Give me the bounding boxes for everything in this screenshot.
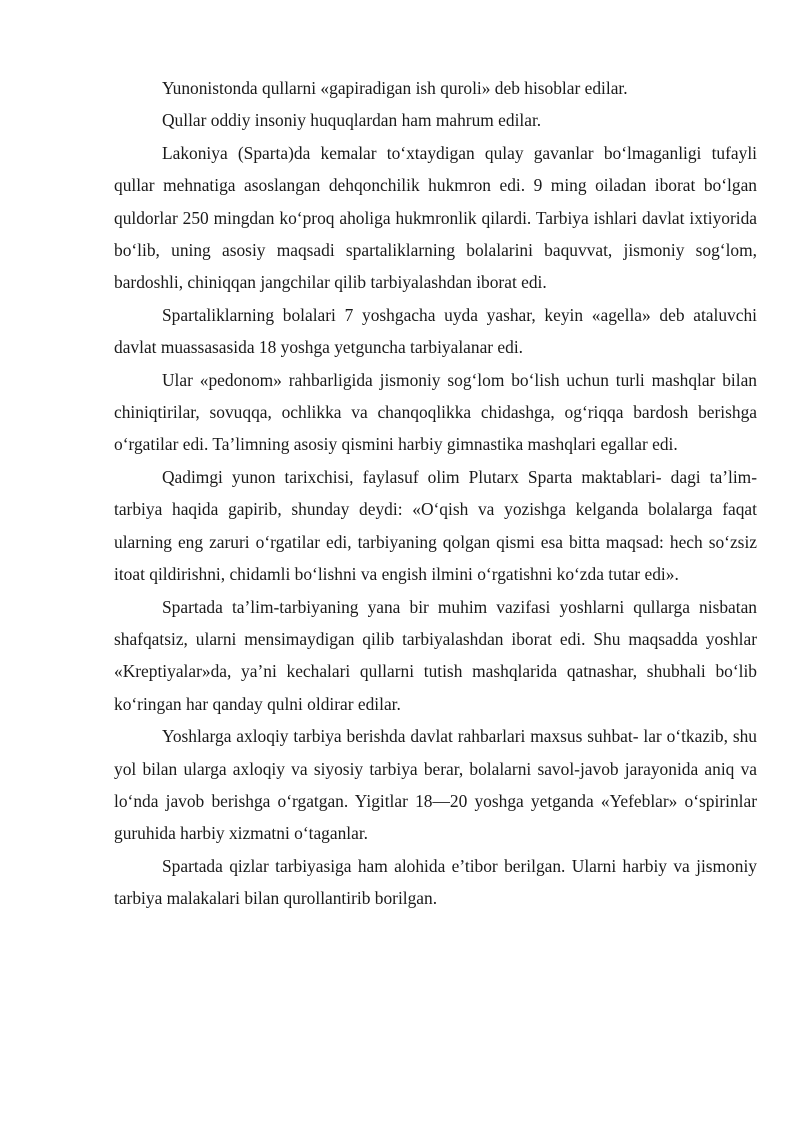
paragraph-2: Qullar oddiy insoniy huquqlardan ham mahrum edilar. [162, 110, 542, 131]
paragraph-3: Lakoniya (Sparta)da kemalar to‘xtaydigan qulay gavanlar bo‘lmaganligi tufayli qullar mehnatiga asoslangan dehqonchilik hukmron edi. 9 ming oiladan iborat bo‘lgan quldorlar 250 mingdan ko‘proq aholiga hukmronlik qilardi. Tarbiya ishlari davlat ixtiyorida bo‘lib, uning asosiy maqsadi spartaliklarning bolalarini baquvvat, jismoniy sog‘lom, bardoshli, chiniqqan jangchilar qilib tarbiyalashdan iborat edi. [114, 142, 757, 293]
paragraph-5: Ular «pedonom» rahbarligida jismoniy sog‘lom bo‘lish uchun turli mashqlar bilan chiniqtirilar, sovuqqa, ochlikka va chanqoqlikka chidashga, og‘riqqa bardosh berishga o‘rgatilar edi. Ta’limning asosiy qismini harbiy gimnastika mashqlari egallar edi. [114, 369, 757, 455]
document-body [114, 72, 757, 915]
paragraph-4: Spartaliklarning bolalari 7 yoshgacha uyda yashar, keyin «agella» deb ataluvchi davlat muassasasida 18 yoshga yetguncha tarbiyalanar edi. [114, 304, 757, 358]
paragraph-8: Yoshlarga axloqiy tarbiya berishda davlat rahbarlari maxsus suhbat- lar o‘tkazib, shu yol bilan ularga axloqiy va siyosiy tarbiya berar, bolalarni savol-javob jarayonida aniq va lo‘nda javob berishga o‘rgatgan. Yigitlar 18—20 yoshga yetganda «Yefeblar» o‘spirinlar guruhida harbiy xizmatni o‘taganlar. [114, 726, 757, 844]
paragraph-6: Qadimgi yunon tarixchisi, faylasuf olim Plutarx Sparta maktablari- dagi ta’lim-tarbiya haqida gapirib, shunday deydi: «O‘qish va yozishga kelganda bolalarga faqat ularning eng zaruri o‘rgatilar edi, tarbiyaning qolgan qismi esa bitta maqsad: hech so‘zsiz itoat qildirishni, chidamli bo‘lishni va engish ilmini o‘rgatishni ko‘zda tutar edi». [114, 466, 757, 585]
paragraph-1: Yunonistonda qullarni «gapiradigan ish quroli» deb hisoblar edilar. [162, 78, 628, 98]
paragraph-7: Spartada ta’lim-tarbiyaning yana bir muhim vazifasi yoshlarni qullarga nisbatan shafqatsiz, ularni mensimaydigan qilib tarbiyalashdan iborat edi. Shu maqsadda yoshlar «Kreptiyalar»da, ya’ni kechalari qullarni tutish mashqlarida qatnashar, shubhali bo‘lib ko‘ringan har qanday qulni oldirar edilar. [114, 596, 757, 714]
paragraph-9: Spartada qizlar tarbiyasiga ham alohida e’tibor berilgan. Ularni harbiy va jismoniy tarbiya malakalari bilan qurollantirib borilgan. [114, 855, 757, 909]
